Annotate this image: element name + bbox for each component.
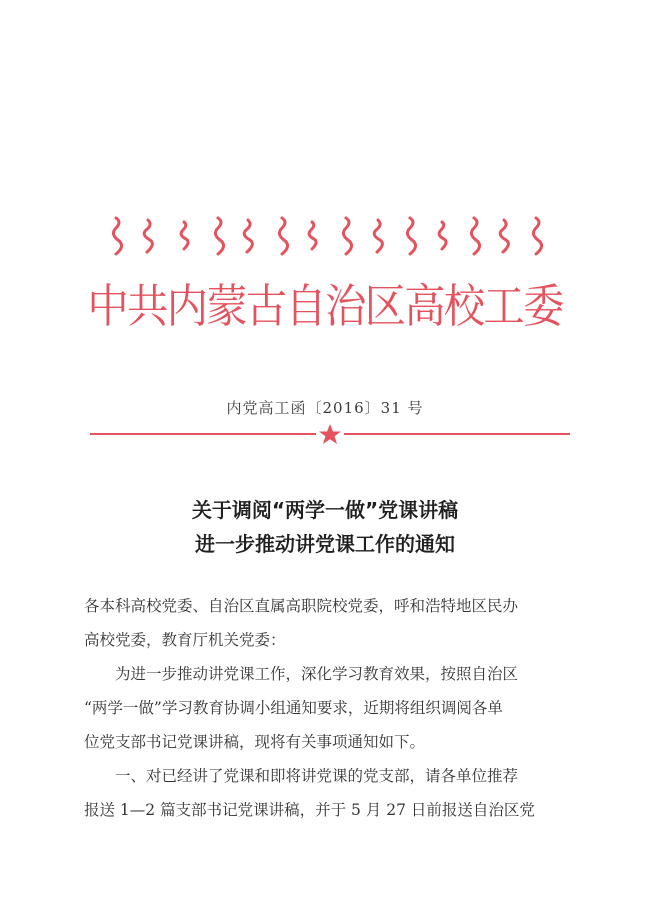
recipients-line: 高校党委，教育厅机关党委： (84, 631, 286, 649)
paragraph-line: 位党支部书记党课讲稿，现将有关事项通知如下。 (84, 733, 426, 751)
paragraph-line: 报送 1—2 篇支部书记党课讲稿，并于 5 月 27 日前报送自治区党 (84, 801, 535, 819)
issuing-organization-title: 中共内蒙古自治区高校工委 (87, 279, 563, 333)
intro-paragraph (84, 657, 584, 759)
document-number: 内党高工函〔2016〕31 号 (226, 399, 424, 417)
paragraph-line: “两学一做”学习教育协调小组通知要求，近期将组织调阅各单 (84, 699, 503, 717)
document-title-line-1: 关于调阅“两学一做”党课讲稿 (191, 498, 459, 522)
recipients-line: 各本科高校党委、自治区直属高职院校党委，呼和浩特地区民办 (84, 597, 519, 615)
item-one-paragraph (84, 759, 584, 827)
document-title-line-2: 进一步推动讲党课工作的通知 (195, 532, 455, 556)
recipients-paragraph (84, 589, 584, 657)
paragraph-line: 一、对已经讲了党课和即将讲党课的党支部，请各单位推荐 (115, 767, 519, 785)
red-divider-with-star (90, 422, 570, 446)
paragraph-line: 为进一步推动讲党课工作，深化学习教育效果，按照自治区 (115, 665, 519, 683)
star-icon (319, 424, 341, 444)
mongolian-script-emblem (108, 212, 548, 260)
